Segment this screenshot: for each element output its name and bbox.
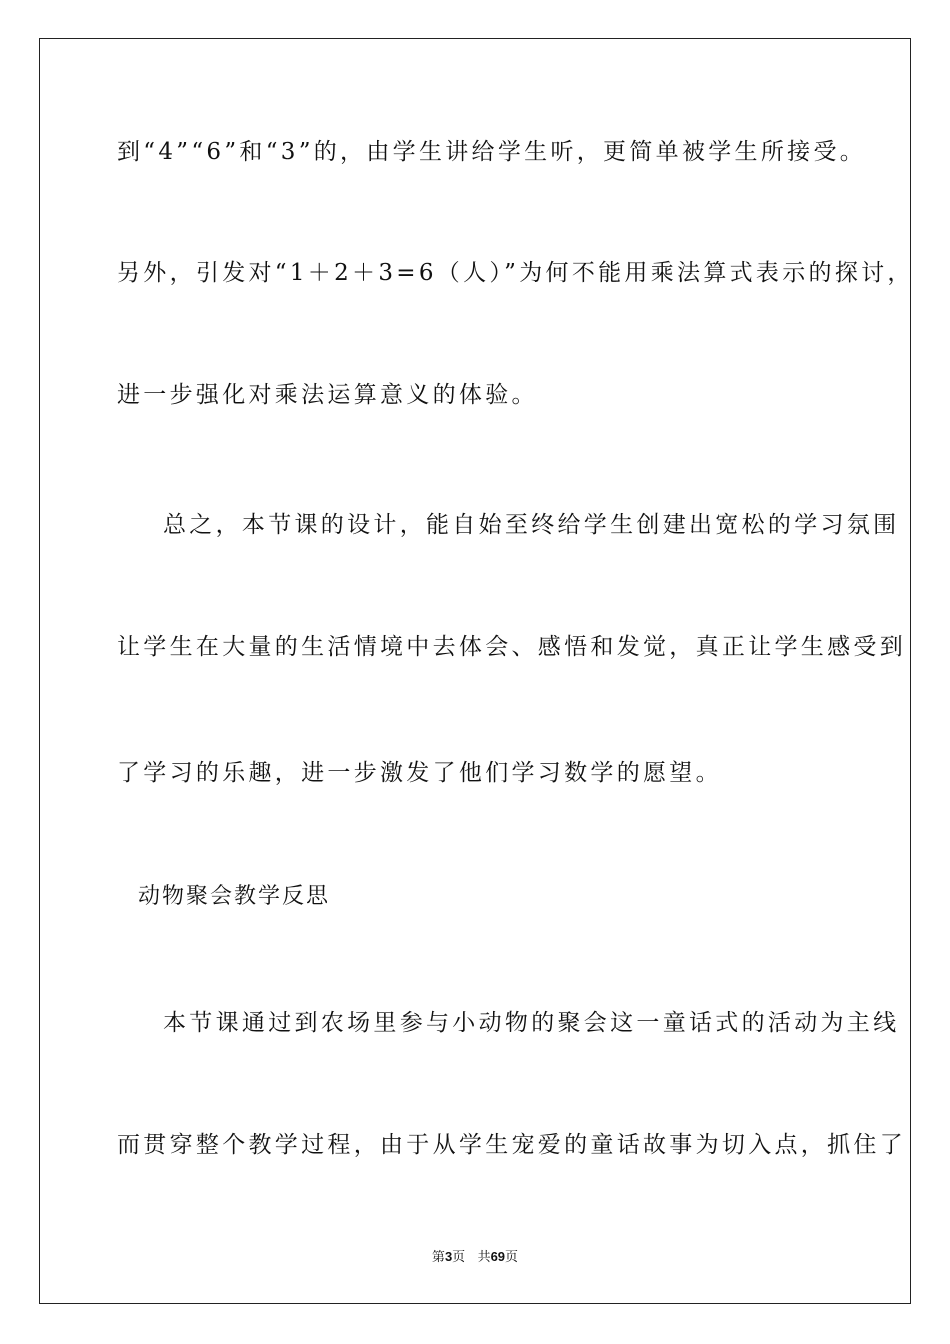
footer-suffix: 页 xyxy=(505,1250,519,1265)
paragraph-line-4: 总之，本节课的设计，能自始至终给学生创建出宽松的学习氛围 xyxy=(163,512,900,538)
footer-mid: 页 共 xyxy=(452,1250,491,1265)
paragraph-line-6: 了学习的乐趣，进一步激发了他们学习数学的愿望。 xyxy=(117,760,722,786)
paragraph-line-1: 到“4”“6”和“3”的，由学生讲给学生听，更简单被学生所接受。 xyxy=(117,139,867,165)
page-footer xyxy=(0,1249,950,1266)
paragraph-line-8: 而贯穿整个教学过程，由于从学生宠爱的童话故事为切入点，抓住了 xyxy=(117,1132,906,1158)
page-border xyxy=(39,38,911,1304)
footer-prefix: 第 xyxy=(431,1250,445,1265)
section-heading: 动物聚会教学反思 xyxy=(138,884,331,909)
paragraph-line-5: 让学生在大量的生活情境中去体会、感悟和发觉，真正让学生感受到 xyxy=(117,634,906,660)
paragraph-line-7: 本节课通过到农场里参与小动物的聚会这一童话式的活动为主线 xyxy=(163,1010,900,1036)
footer-page-number: 3 xyxy=(444,1249,453,1264)
paragraph-line-3: 进一步强化对乘法运算意义的体验。 xyxy=(117,382,538,408)
paragraph-line-2: 另外，引发对“1＋2＋3=6（人）”为何不能用乘法算式表示的探讨， xyxy=(117,260,914,286)
footer-total-pages: 69 xyxy=(490,1249,506,1264)
